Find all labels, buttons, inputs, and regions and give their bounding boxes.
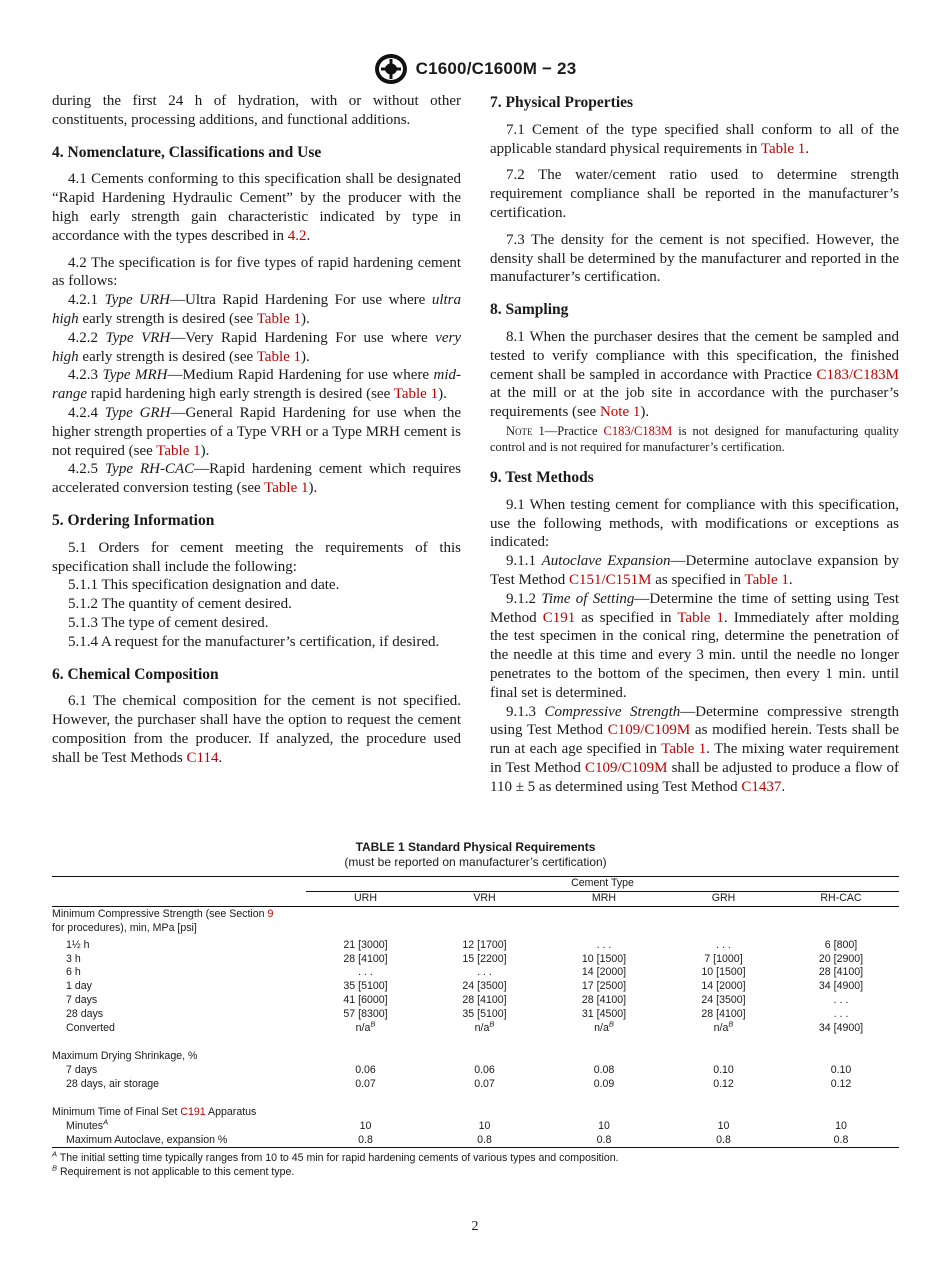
- page-number: 2: [471, 1219, 479, 1234]
- link-table-1[interactable]: Table 1: [256, 310, 302, 327]
- paragraph-6-1: 6.1 The chemical composition for the cement is not specified. However, the purchaser shall have the option to request the cement composition from the producer. If analyzed, the procedure used shall be Test Methods C114.: [52, 693, 461, 766]
- table-group-header-row: [52, 877, 899, 892]
- paragraph-9-1-3: 9.1.3 Compressive Strength—Determine compressive strength using Test Method C109/C109M as modified herein. Tests shall be run at each age specified in Table 1. The mixing water requirement in Test Method C109/C109M shall be adjusted to produce a flow of 110 ± 5 as determined using Test Method C1437.: [490, 703, 900, 795]
- link-table-1[interactable]: Table 1: [661, 741, 707, 758]
- section-label-row: [52, 1106, 899, 1120]
- final-set-section-label: Minimum Time of Final Set C191 Apparatus: [52, 1105, 257, 1118]
- paragraph-4-2-5: 4.2.5 Type RH-CAC—Rapid hardening cement which requires accelerated conversion testing (see Table 1).: [52, 461, 461, 497]
- astm-logo: [374, 53, 408, 85]
- paragraph-5-1-3: 5.1.3 The type of cement desired.: [68, 614, 269, 631]
- left-column: [52, 92, 461, 768]
- paragraph-5-1: 5.1 Orders for cement meeting the requirements of this specification shall include the following:: [52, 539, 461, 575]
- paragraph-9-1: 9.1 When testing cement for compliance with this specification, use the following methods, with modifications or exceptions as indicated:: [490, 496, 899, 551]
- table-row: 3 h 28 [4100] 15 [2200] 10 [1500] 7 [1000] 20 [2900]: [66, 952, 864, 965]
- paragraph-4-2-4: 4.2.4 Type GRH—General Rapid Hardening for use when the higher strength properties of a Type VRH or a Type MRH cement is not required (see Table 1).: [52, 404, 461, 459]
- table-row: 7 days 41 [6000] 28 [4100] 28 [4100] 24 [3500] . . .: [66, 994, 849, 1007]
- section-4-heading: 4. Nomenclature, Classifications and Use: [52, 143, 322, 161]
- link-table-1[interactable]: Table 1: [677, 609, 724, 626]
- link-table-1[interactable]: Table 1: [760, 140, 806, 157]
- paragraph-7-3: 7.3 The density for the cement is not specified. However, the density shall be determined by the manufacturer and reported in the manufacturer’s certification.: [490, 231, 899, 286]
- link-table-1[interactable]: Table 1: [156, 442, 201, 459]
- section-7-heading: 7. Physical Properties: [490, 94, 634, 111]
- table-subtitle: (must be reported on manufacturer’s certification): [344, 855, 607, 869]
- table-row: 28 days, air storage 0.07 0.07 0.09 0.12 0.12: [66, 1077, 852, 1090]
- footnote-a: $^A$ The initial setting time typically ranges from 10 to 45 min for rapid hardening cements of various types and composition.: [52, 1149, 619, 1164]
- column-header: GRH: [664, 891, 783, 906]
- link-c109[interactable]: C109/C109M: [607, 722, 691, 739]
- document-designation: C1600/C1600M − 23: [415, 59, 577, 78]
- link-section-9[interactable]: 9: [267, 907, 274, 920]
- right-column: [490, 92, 899, 797]
- paragraph-4-2: 4.2 The specification is for five types of rapid hardening cement as follows:: [52, 254, 461, 290]
- table-row-converted: Converted $n/a^B$ $n/a^B$ $n/a^B$ $n/a^B$ 34 [4900]: [66, 1019, 864, 1035]
- paragraph-7-2: 7.2 The water/cement ratio used to determine strength requirement compliance shall be reported in the manufacturer’s certification.: [490, 167, 899, 221]
- shrinkage-section-label: Maximum Drying Shrinkage, %: [52, 1049, 198, 1062]
- paragraph-4-2-2: 4.2.2 Type VRH—Very Rapid Hardening For use where very high early strength is desired (see Table 1).: [52, 329, 462, 365]
- paragraph-4-1: 4.1 Cements conforming to this specification shall be designated “Rapid Hardening Hydraulic Cement” by the producer with the high early strength gain characteristic indicated by type in accordance with the types described in 4.2.: [52, 171, 461, 244]
- section-8-heading: 8. Sampling: [490, 301, 569, 319]
- table-row: 28 days 57 [8300] 35 [5100] 31 [4500] 28 [4100] . . .: [66, 1008, 849, 1021]
- link-c109[interactable]: C109/C109M: [585, 759, 668, 776]
- link-table-1[interactable]: Table 1: [393, 386, 439, 403]
- section-6-heading: 6. Chemical Composition: [52, 665, 219, 683]
- table-row: 1½ h 21 [3000] 12 [1700] . . . . . . 6 [800]: [66, 938, 858, 951]
- table-caption: [52, 840, 899, 870]
- table-column-header-row: [52, 891, 899, 906]
- footnote-b: $^B$ Requirement is not applicable to this cement type.: [52, 1163, 295, 1178]
- column-header: VRH: [425, 891, 544, 906]
- table-row: 6 h . . . . . . 14 [2000] 10 [1500] 28 [4100]: [66, 966, 864, 979]
- table-row: Minutes$^A$ 10 10 10 10 10: [66, 1117, 847, 1132]
- page-header: [0, 54, 950, 84]
- note-1: Note 1—Practice C183/C183M is not designed for manufacturing quality control and is not required for manufacturer’s certification.: [490, 423, 899, 454]
- paragraph-5-1-2: 5.1.2 The quantity of cement desired.: [68, 596, 292, 613]
- paragraph-continued: during the first 24 h of hydration, with or without other constituents, processing additions, and functional additions.: [52, 93, 461, 128]
- column-header: MRH: [544, 891, 664, 906]
- table-standard-physical-requirements: [52, 876, 899, 1148]
- table-row: Maximum Autoclave, expansion % 0.8 0.8 0.8 0.8 0.8: [52, 1134, 899, 1148]
- paragraph-7-1: 7.1 Cement of the type specified shall conform to all of the applicable standard physical requirements in Table 1.: [490, 121, 899, 157]
- paragraph-4-2-3: 4.2.3 Type MRH—Medium Rapid Hardening for use where mid-range rapid hardening high early strength is desired (see Table 1).: [52, 367, 461, 403]
- section-9-heading: 9. Test Methods: [490, 468, 594, 486]
- table-row: 1 day 35 [5100] 24 [3500] 17 [2500] 14 [2000] 34 [4900]: [66, 980, 864, 993]
- link-c183[interactable]: C183/C183M: [603, 423, 673, 438]
- link-table-1[interactable]: Table 1: [744, 571, 789, 588]
- column-header: RH-CAC: [783, 891, 899, 906]
- paragraph-9-1-2: 9.1.2 Time of Setting—Determine the time of setting using Test Method C191 as specified in Table 1. Immediately after molding the test specimen in the conical ring, determine the penetration of the needle at this time and every 3 min. until the needle no longer penetrates to the bottom of the specimen, then every 1 min. until final set is determined.: [490, 590, 900, 701]
- table-footnotes: [52, 1151, 619, 1179]
- link-c114[interactable]: C114: [186, 749, 219, 766]
- link-c191[interactable]: C191: [542, 609, 576, 626]
- section-label-row: [52, 906, 899, 935]
- paragraph-9-1-1: 9.1.1 Autoclave Expansion—Determine autoclave expansion by Test Method C151/C151M as specified in Table 1.: [490, 553, 900, 588]
- link-c191[interactable]: C191: [180, 1105, 206, 1118]
- link-c151[interactable]: C151/C151M: [568, 571, 652, 588]
- paragraph-5-1-4: 5.1.4 A request for the manufacturer’s certification, if desired.: [68, 633, 440, 650]
- cement-type-header: Cement Type: [306, 877, 899, 892]
- table-row: 7 days 0.06 0.06 0.08 0.10 0.10: [66, 1063, 852, 1076]
- paragraph-5-1-1: 5.1.1 This specification designation and date.: [68, 577, 340, 594]
- column-header: URH: [306, 891, 425, 906]
- link-c1437[interactable]: C1437: [741, 778, 782, 795]
- table-title: TABLE 1 Standard Physical Requirements: [355, 840, 596, 854]
- link-c183[interactable]: C183/C183M: [816, 366, 899, 383]
- link-table-1[interactable]: Table 1: [256, 348, 302, 365]
- section-label-row: [52, 1050, 899, 1064]
- paragraph-4-2-1: 4.2.1 Type URH—Ultra Rapid Hardening For use where ultra high early strength is desired (see Table 1).: [52, 292, 461, 327]
- strength-section-label: Minimum Compressive Strength (see Section 9 for procedures), min, MPa [psi]: [52, 907, 274, 934]
- link-4-2[interactable]: 4.2: [287, 227, 307, 244]
- link-table-1[interactable]: Table 1: [264, 480, 309, 497]
- link-note-1[interactable]: Note 1: [599, 404, 641, 421]
- paragraph-8-1: 8.1 When the purchaser desires that the cement be sampled and tested to verify compliance with this specification, the finished cement shall be sampled in accordance with Practice C183/C183M at the mill or at the job site in accordance with the purchaser’s requirements (see Note 1).: [490, 328, 899, 421]
- section-5-heading: 5. Ordering Information: [52, 511, 215, 529]
